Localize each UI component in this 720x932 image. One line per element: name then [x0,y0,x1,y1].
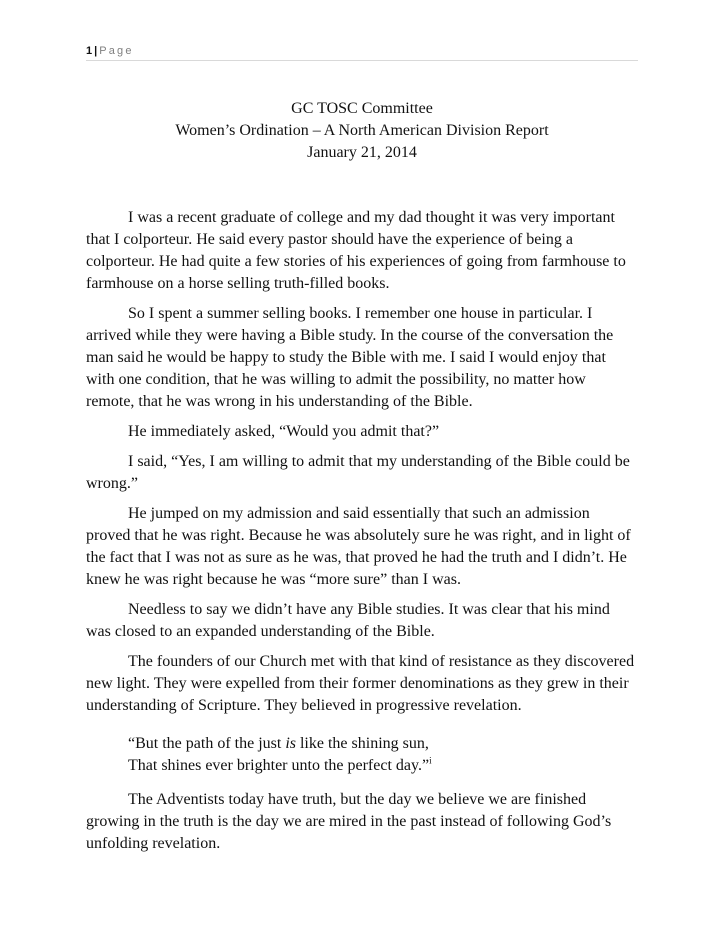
scripture-quote [128,733,638,777]
quote-line-1-end: like the shining sun, [295,735,429,752]
document-body [86,207,638,863]
quote-line-1 [128,733,638,755]
page-separator: | [94,45,98,57]
page-label: Page [99,45,134,57]
quote-italic-word: is [285,735,296,752]
paragraph: Needless to say we didn’t have any Bible studies. It was clear that his mind was closed to an expanded understanding of the Bible. [86,601,610,640]
title-report: Women’s Ordination – A North American Division Report [175,122,549,139]
quote-line-2 [128,755,638,777]
quote-line-1-start: “But the path of the just [128,735,286,752]
quote-line-2-text: That shines ever brighter unto the perfect day.” [128,757,430,774]
page-header [86,42,638,61]
page-number: 1 [86,45,93,57]
paragraph: I was a recent graduate of college and my dad thought it was very important that I colporteur. He said every pastor should have the experience of being a colporteur. He had quite a few stories of his experiences of going from farmhouse to farmhouse on a horse selling truth-filled books. [86,209,626,292]
title-committee: GC TOSC Committee [291,100,433,117]
paragraph: He immediately asked, “Would you admit that?” [128,423,440,440]
paragraph: He jumped on my admission and said essentially that such an admission proved that he was right. Because he was absolutely sure he was right, and in light of the fact that I was not as sure as he was, that proved he had the truth and I didn’t. He knew he was right because he was “more sure” than I was. [86,505,631,588]
endnote-reference[interactable]: i [429,755,432,766]
closing-paragraph: The Adventists today have truth, but the day we believe we are finished growing in the truth is the day we are mired in the past instead of following God’s unfolding revelation. [86,791,612,852]
title-date: January 21, 2014 [307,144,417,161]
paragraph: So I spent a summer selling books. I remember one house in particular. I arrived while they were having a Bible study. In the course of the conversation the man said he would be happy to study the Bible with me. I said I would enjoy that with one condition, that he was willing to admit the possibility, no matter how remote, that he was wrong in his understanding of the Bible. [86,305,614,410]
paragraph: I said, “Yes, I am willing to admit that my understanding of the Bible could be wrong.” [86,453,630,492]
paragraph: The founders of our Church met with that kind of resistance as they discovered new light. They were expelled from their former denominations as they grew in their understanding of Scripture. They believed in progressive revelation. [86,653,635,714]
document-title [86,98,638,164]
